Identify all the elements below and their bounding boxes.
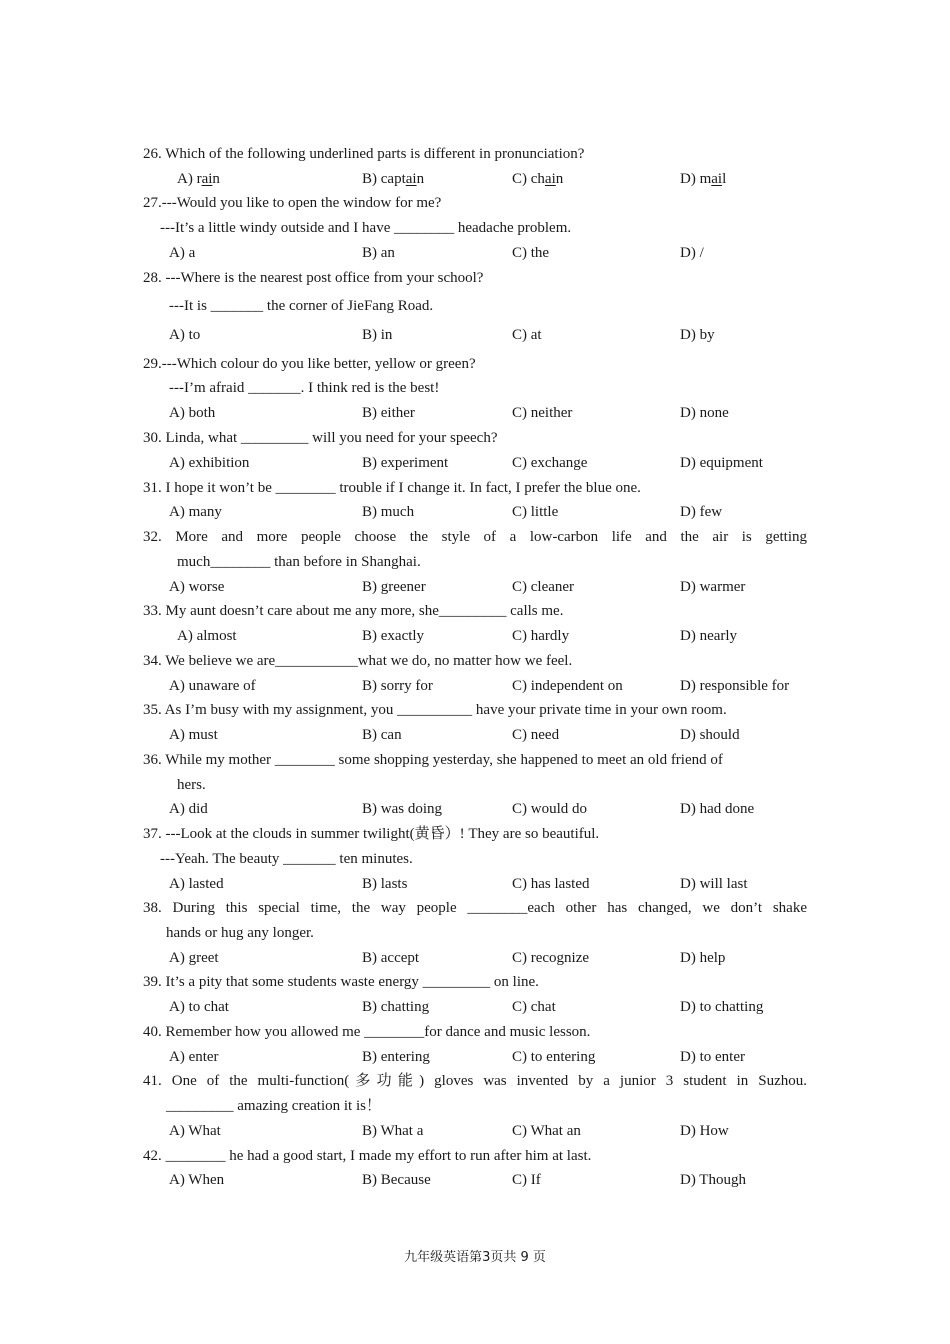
question-stem: 29.---Which colour do you like better, yellow or green? [143,356,476,372]
question-stem-line: ---Yeah. The beauty _______ ten minutes. [160,851,413,867]
option-d: D) Though [680,1172,746,1188]
question-stem: 42. ________ he had a good start, I made my effort to run after him at last. [143,1148,592,1164]
question-stem: 26. Which of the following underlined parts is different in pronunciation? [143,146,585,162]
option-a: A) enter [169,1049,219,1065]
question-stem: 37. ---Look at the clouds in summer twilight(黄昏）! They are so beautiful. [143,826,600,842]
option-d: D) had done [680,801,755,817]
option-d: D) by [680,327,715,343]
option-b: B) exactly [362,628,425,644]
question-stem-line: much________ than before in Shanghai. [177,554,421,570]
option-b: B) sorry for [362,678,433,694]
question-stem-line: ---It’s a little windy outside and I have ________ headache problem. [160,220,572,236]
option-a: A) many [169,504,222,520]
question-stem: 28. ---Where is the nearest post office from your school? [143,270,484,286]
question-stem: 36. While my mother ________ some shopping yesterday, she happened to meet an old friend of [143,752,723,768]
option-c: C) has lasted [512,876,590,892]
option-c: C) chain [512,171,564,187]
option-b: B) lasts [362,876,408,892]
option-a: A) did [169,801,208,817]
option-a: A) to chat [169,999,229,1015]
option-d: D) none [680,405,729,421]
option-d: D) to chatting [680,999,764,1015]
option-a: A) both [169,405,216,421]
option-c: C) If [512,1172,541,1188]
question-stem: 34. We believe we are___________what we do, no matter how we feel. [143,653,573,669]
option-d: D) to enter [680,1049,745,1065]
option-d: D) help [680,950,726,966]
option-b: B) in [362,327,393,343]
option-a: A) worse [169,579,225,595]
option-c: C) at [512,327,542,343]
option-d: D) / [680,245,704,261]
option-b: B) What a [362,1123,424,1139]
option-d: D) warmer [680,579,746,595]
option-a: A) What [169,1123,221,1139]
option-c: C) little [512,504,559,520]
option-c: C) hardly [512,628,570,644]
question-stem-line: hands or hug any longer. [166,925,314,941]
option-b: B) Because [362,1172,431,1188]
option-c: C) to entering [512,1049,596,1065]
question-stem: 27.---Would you like to open the window for me? [143,195,442,211]
option-b: B) much [362,504,415,520]
option-a: A) to [169,327,201,343]
option-a: A) almost [177,628,237,644]
question-stem: 31. I hope it won’t be ________ trouble if I change it. In fact, I prefer the blue one. [143,480,641,496]
option-a: A) greet [169,950,219,966]
option-b: B) accept [362,950,420,966]
option-b: B) greener [362,579,426,595]
question-stem-line: _________ amazing creation it is！ [166,1098,381,1114]
option-d: D) will last [680,876,748,892]
question-stem-line: hers. [177,777,206,793]
option-a: A) a [169,245,196,261]
option-d: D) equipment [680,455,763,471]
question-stem: 33. My aunt doesn’t care about me any more, she_________ calls me. [143,603,564,619]
question-stem: 35. As I’m busy with my assignment, you __________ have your private time in your own room. [143,702,727,718]
option-c: C) neither [512,405,573,421]
option-a: A) When [169,1172,225,1188]
option-a: A) unaware of [169,678,256,694]
question-stem: 39. It’s a pity that some students waste energy _________ on line. [143,974,539,990]
option-c: C) What an [512,1123,581,1139]
option-b: B) chatting [362,999,430,1015]
question-stem: 40. Remember how you allowed me ________for dance and music lesson. [143,1024,591,1040]
option-a: A) exhibition [169,455,250,471]
option-c: C) exchange [512,455,588,471]
option-d: D) responsible for [680,678,790,694]
option-c: C) need [512,727,560,743]
option-c: C) independent on [512,678,623,694]
option-c: C) would do [512,801,587,817]
option-d: D) mail [680,171,727,187]
question-stem: 32. More and more people choose the style of a low-carbon life and the air is getting [143,529,807,545]
option-b: B) either [362,405,415,421]
question-stem-line: ---I’m afraid _______. I think red is the best! [169,380,440,396]
option-b: B) experiment [362,455,449,471]
question-stem-line: ---It is _______ the corner of JieFang Road. [169,298,434,314]
question-stem: 41. One of the multi-function(多功能) gloves was invented by a junior 3 student in Suzhou. [143,1073,807,1089]
option-b: B) entering [362,1049,430,1065]
option-b: B) captain [362,171,425,187]
option-c: C) recognize [512,950,590,966]
option-d: D) nearly [680,628,738,644]
question-stem: 30. Linda, what _________ will you need for your speech? [143,430,498,446]
option-b: B) can [362,727,402,743]
option-a: A) must [169,727,218,743]
page-footer: 九年级英语第3页共 9 页 [404,1250,546,1265]
option-a: A) lasted [169,876,224,892]
option-d: D) How [680,1123,729,1139]
option-b: B) an [362,245,395,261]
option-b: B) was doing [362,801,442,817]
option-c: C) cleaner [512,579,575,595]
question-stem: 38. During this special time, the way people ________each other has changed, we don’t shake [143,900,807,916]
option-d: D) few [680,504,723,520]
option-d: D) should [680,727,740,743]
option-c: C) the [512,245,550,261]
option-a: A) rain [177,171,220,187]
option-c: C) chat [512,999,556,1015]
